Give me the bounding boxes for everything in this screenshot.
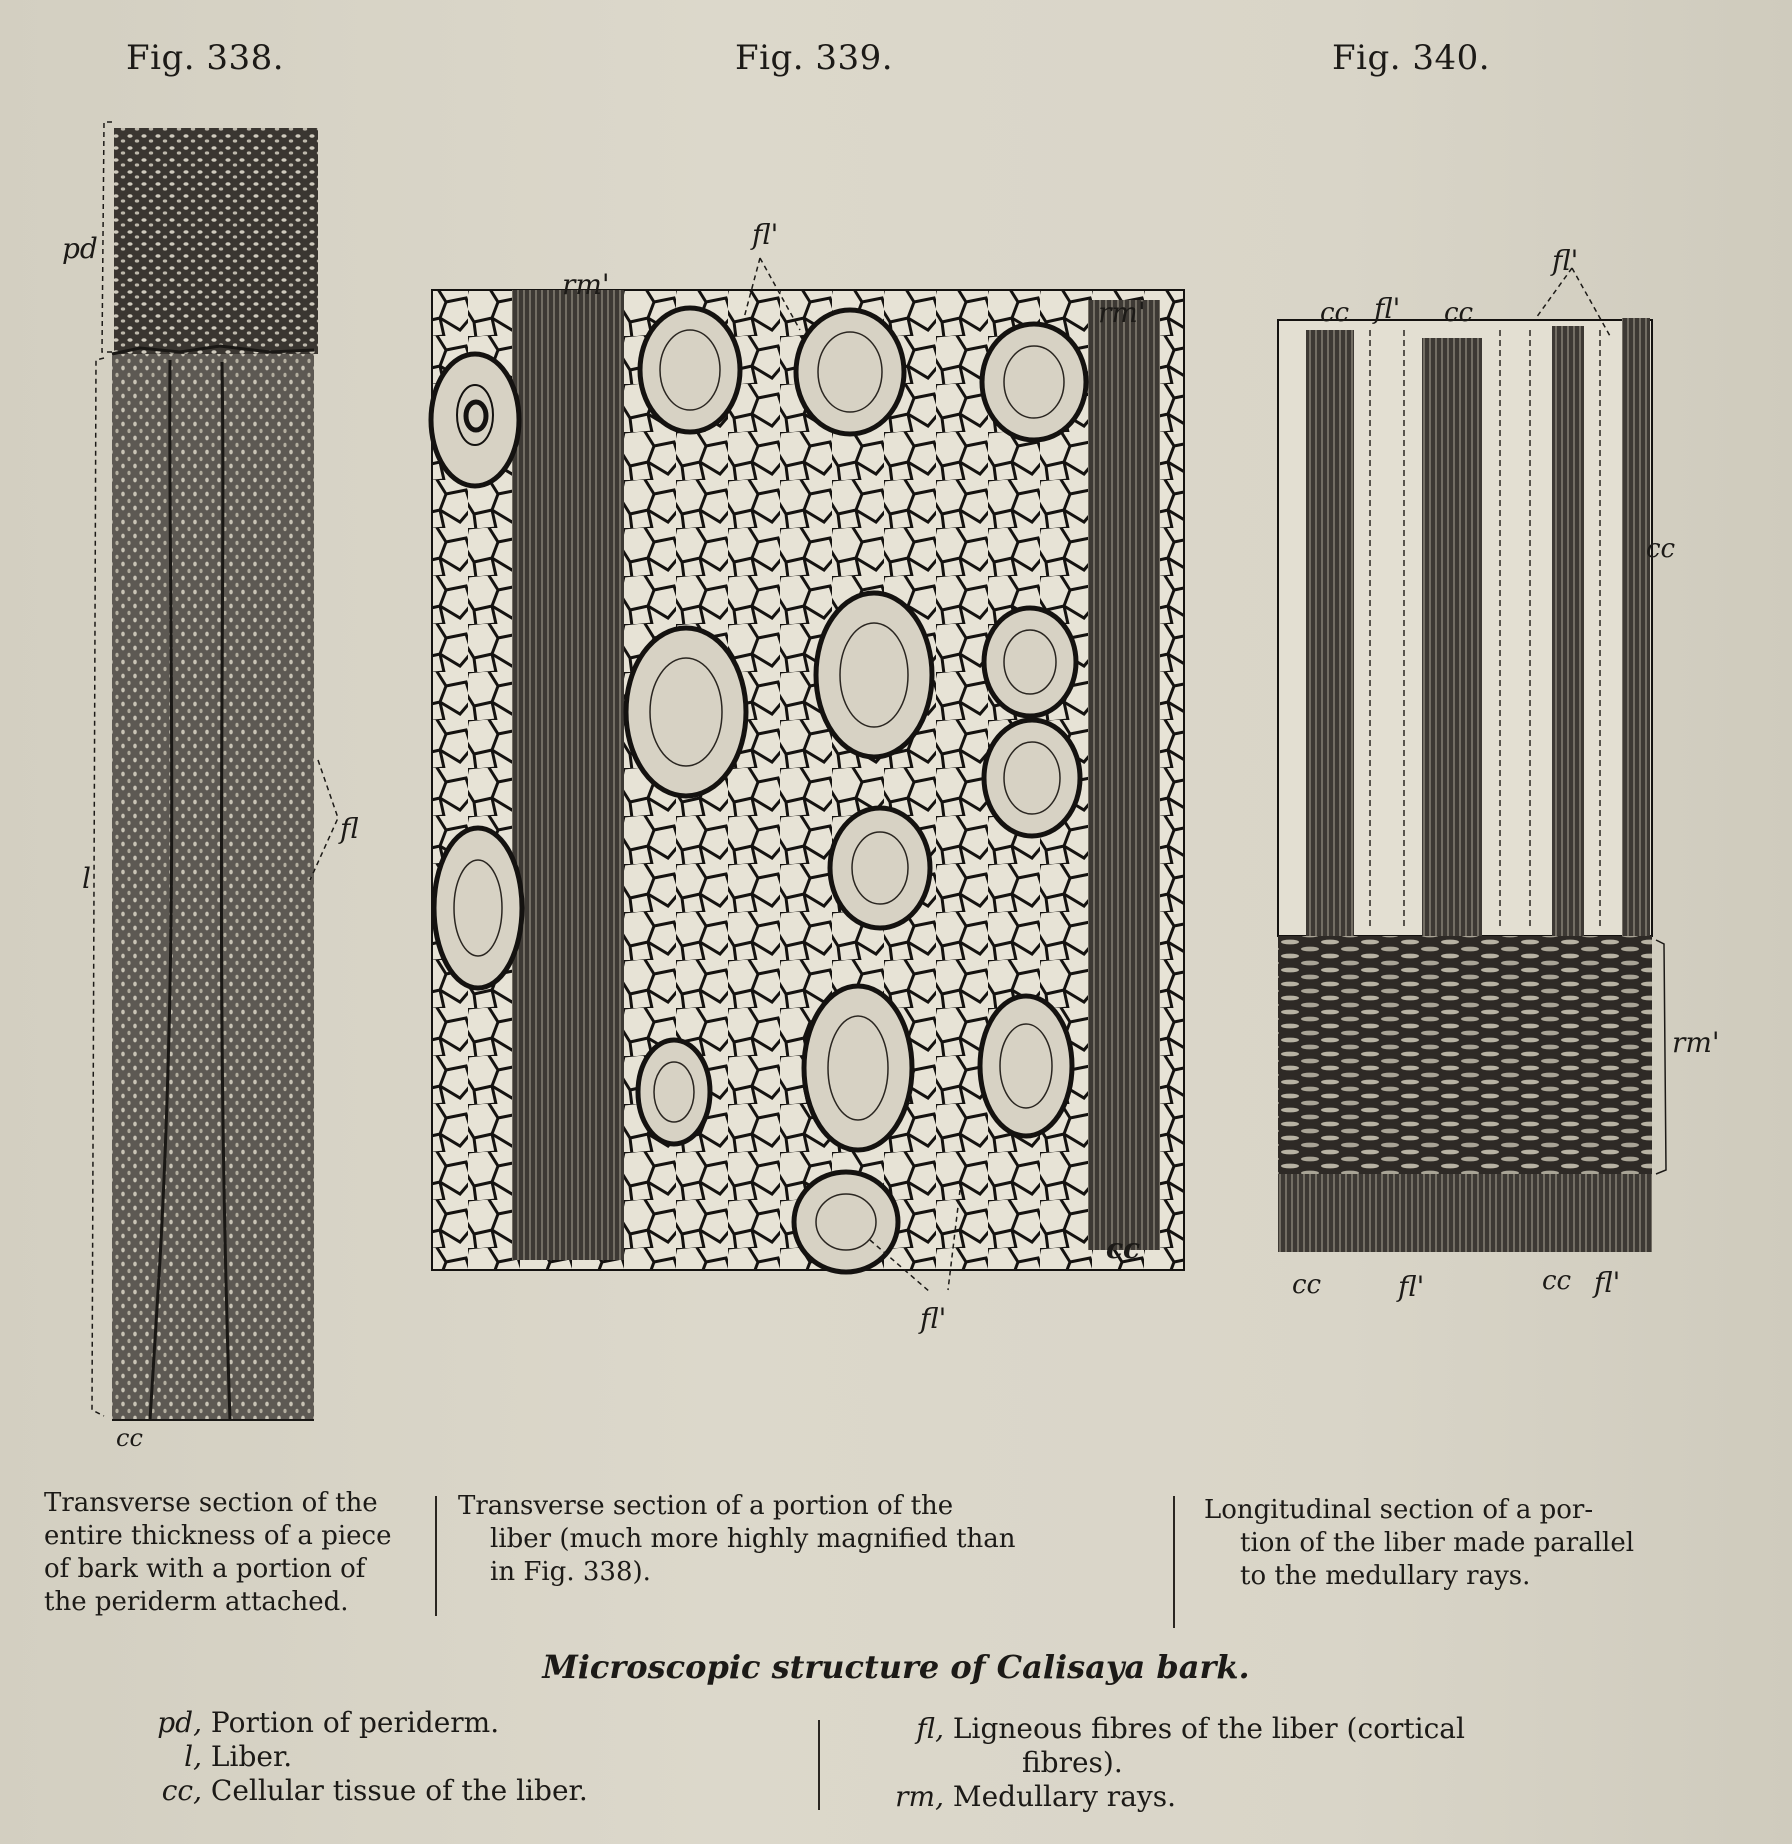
fig339-label-fl-bottom: fl': [920, 1302, 947, 1335]
legend-divider: [818, 1720, 820, 1810]
fig338-liber: [112, 354, 314, 1420]
fig338-drawing: [92, 122, 338, 1420]
fig340-caption: Longitudinal section of a por- tion of the liber made parallel to the medullary rays.: [1204, 1495, 1635, 1591]
fig339-caption: Transverse section of a portion of the liber (much more highly magnified than in Fig. 338).: [458, 1491, 1016, 1587]
fig339-label-cc: cc: [1106, 1232, 1141, 1265]
caption-divider-2: [1173, 1496, 1175, 1628]
fig340-drawing: [1278, 268, 1666, 1252]
legend-left: [138, 1706, 588, 1808]
fig338-label-cc: cc: [116, 1424, 143, 1452]
fig340-label-fl-b2: fl': [1594, 1266, 1621, 1299]
fig340-label-fl-mid: fl': [1374, 292, 1401, 325]
fig338-label-pd: pd: [62, 232, 98, 265]
legend-item-fl: fl, Ligneous fibres of the liber (cortical: [916, 1712, 1465, 1745]
fig340-label-cc-1: cc: [1320, 298, 1350, 328]
main-caption: Microscopic structure of Calisaya bark.: [542, 1648, 1250, 1686]
fig338-caption: Transverse section of the entire thickness of a piece of bark with a portion of the periderm attached.: [44, 1488, 392, 1617]
fig338-periderm: [114, 128, 318, 354]
fig340-label-fl-b1: fl': [1398, 1270, 1425, 1303]
fig339-title: Fig. 339.: [735, 38, 894, 78]
fig339-drawing: [431, 258, 1184, 1292]
legend-item-l: l, Liber.: [184, 1740, 293, 1773]
fig340-label-cc-2: cc: [1444, 298, 1474, 328]
fig338-label-fl: fl: [340, 812, 359, 845]
fig340-label-rm: rm': [1672, 1026, 1720, 1059]
fig340-title: Fig. 340.: [1332, 38, 1491, 78]
legend-item-fl-cont: fibres).: [1022, 1746, 1123, 1779]
fig340-label-cc-b1: cc: [1292, 1270, 1322, 1300]
legend-item-cc: cc, Cellular tissue of the liber.: [161, 1774, 588, 1807]
fig339-label-fl-top: fl': [752, 218, 779, 251]
legend-item-rm: rm, Medullary rays.: [895, 1780, 1176, 1813]
caption-divider-1: [435, 1496, 437, 1616]
legend-right: [862, 1712, 1465, 1814]
legend-item-pd: pd, Portion of periderm.: [157, 1706, 500, 1739]
fig339-label-rm-right: rm': [1098, 296, 1146, 329]
fig340-bottom-strands: [1278, 1174, 1652, 1252]
fig339-label-rm-left: rm': [562, 268, 610, 301]
fig340-medullary-ray: [1278, 936, 1652, 1174]
fig339-medullary-ray-right: [1088, 300, 1160, 1250]
fig340-label-fl-top: fl': [1552, 244, 1579, 277]
fig339-medullary-ray-left: [512, 290, 624, 1260]
fig338-title: Fig. 338.: [126, 38, 285, 78]
fig338-label-l: l: [82, 862, 91, 895]
fig340-label-cc-right: cc: [1646, 534, 1676, 564]
fig340-label-cc-b2: cc: [1542, 1266, 1572, 1296]
